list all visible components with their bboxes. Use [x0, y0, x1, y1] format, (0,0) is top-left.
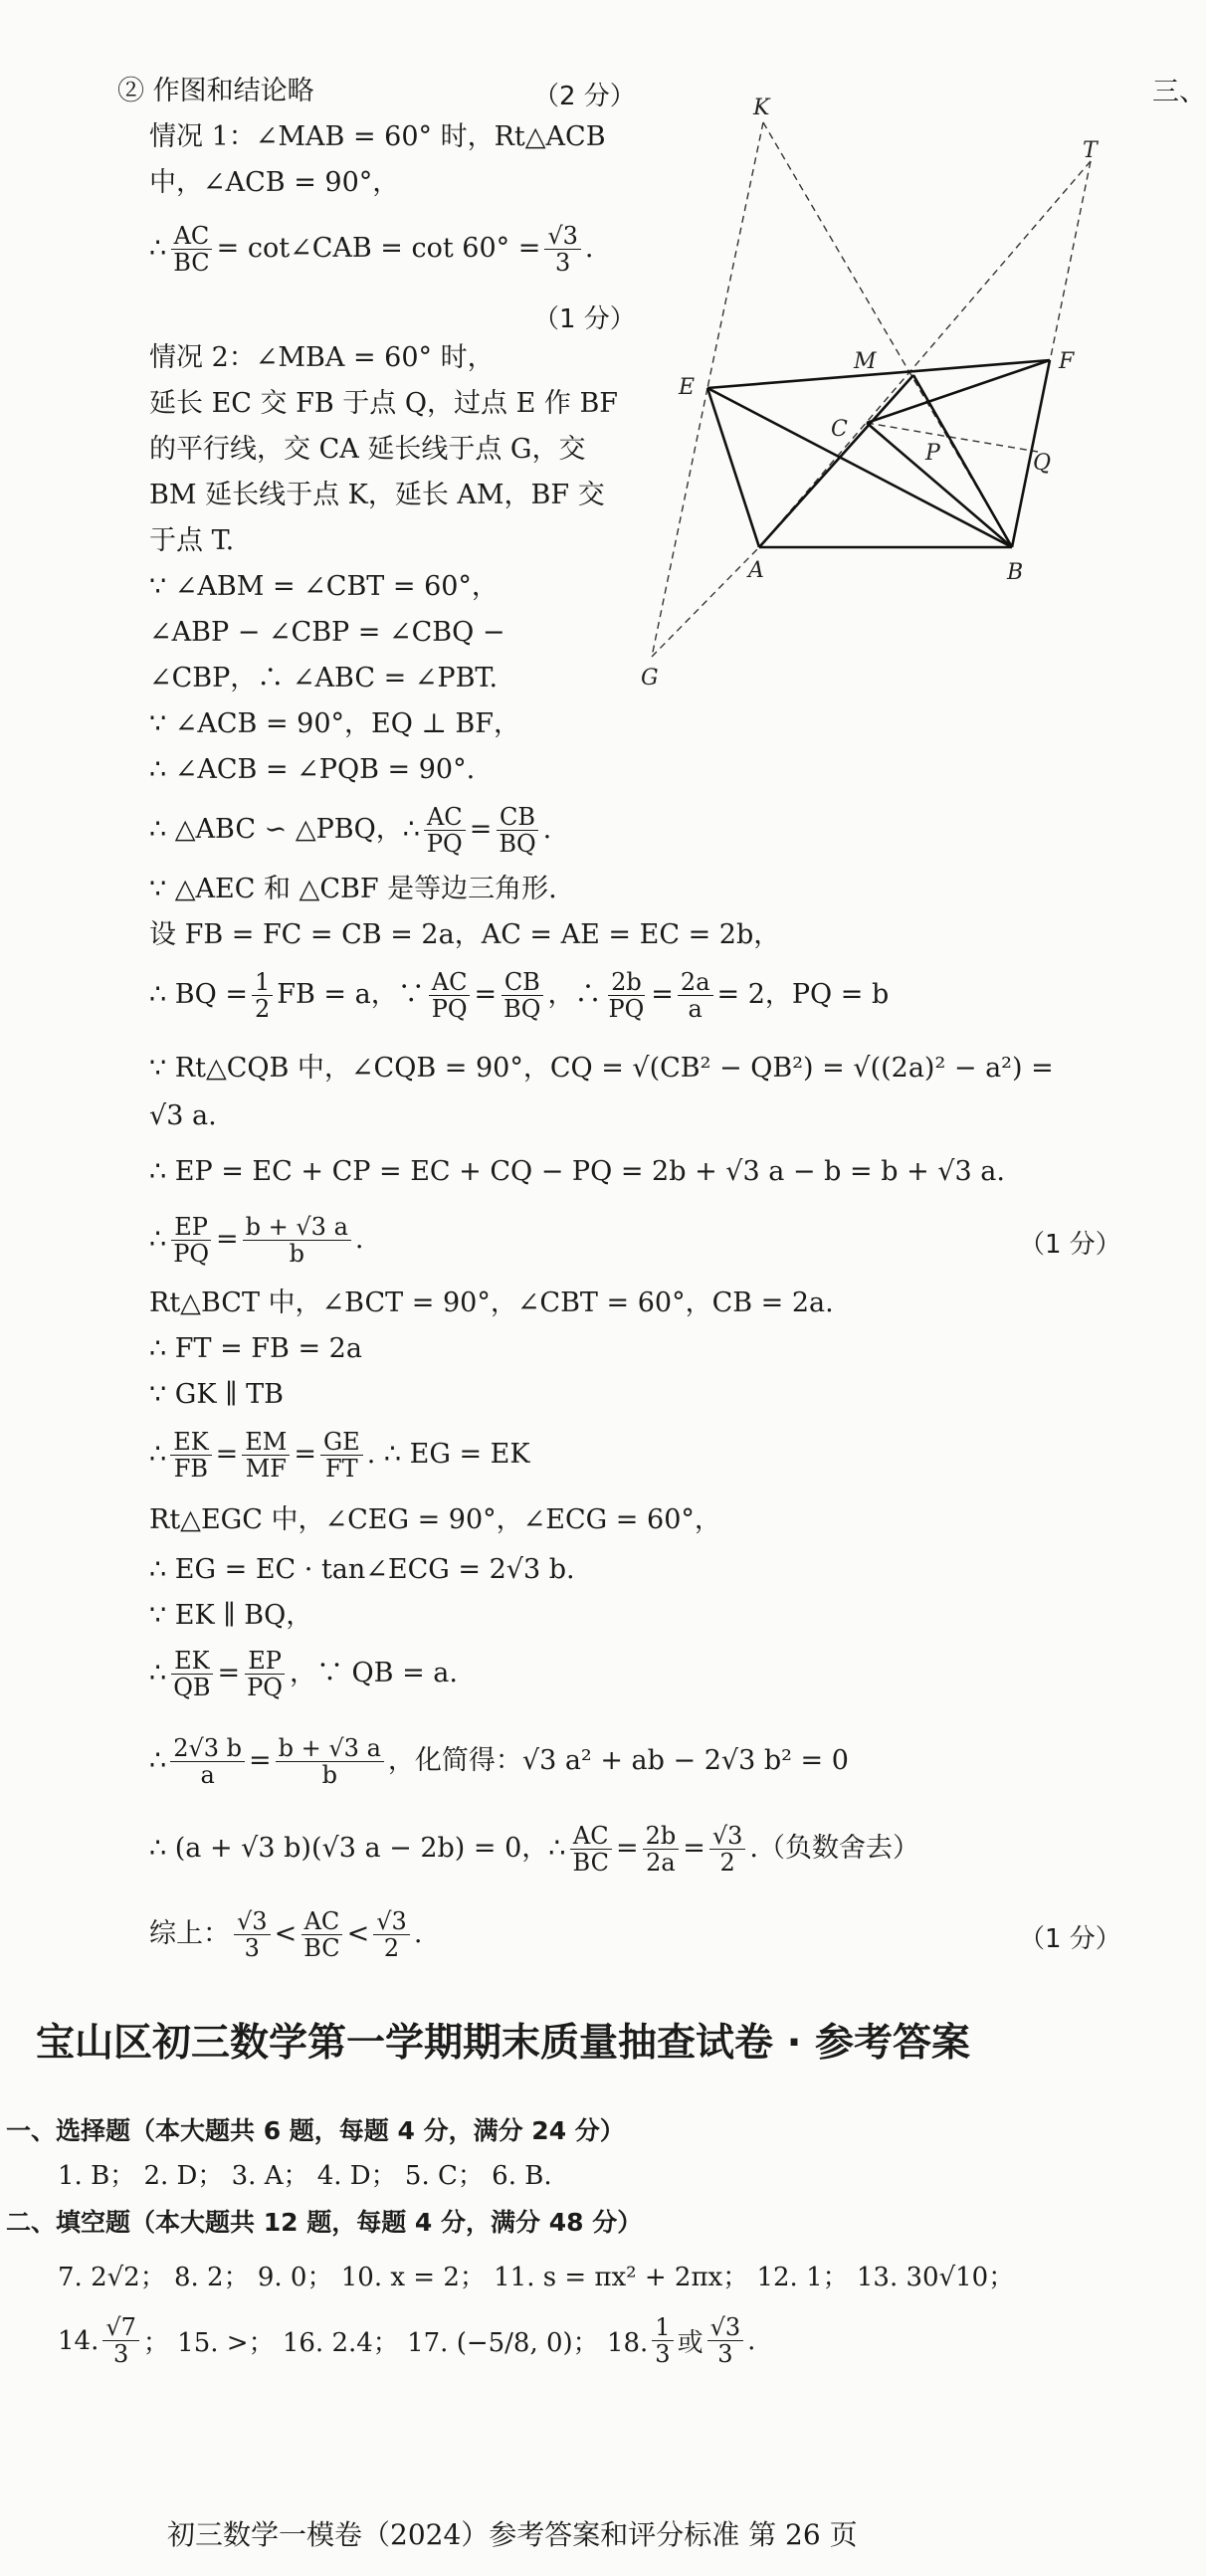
case1-line: 中，∠ACB = 90°， — [149, 167, 400, 198]
proof-line: ∵ ∠ACB = 90°，EQ ⊥ BF， — [149, 708, 521, 739]
section-heading-fill: 二、填空题（本大题共 12 题，每题 4 分，满分 48 分） — [6, 2208, 643, 2237]
proof-line: ∵ ∠ABM = ∠CBT = 60°， — [149, 571, 499, 602]
segment-am — [759, 375, 913, 547]
page-footer: 初三数学一模卷（2024）参考答案和评分标准 第 26 页 — [167, 2518, 858, 2551]
proof-line: ∴ EP = EC + CP = EC + CQ − PQ = 2b + √3 a − b = b + √3 a. — [149, 1156, 1005, 1187]
fill-answers-row1: 7. 2√2； 8. 2； 9. 0； 10. x = 2； 11. s = πx² + 2πx； 12. 1； 13. 30√10； — [58, 2263, 1015, 2292]
fill-answers-row2: 14. $\frac{√7}{3}$ ； 15. >； 16. 2.4； 17. (−5/8, 0)； 18. $\frac{1}{3}$ 或 $\frac{√3}{3}$ . — [58, 2313, 756, 2368]
proof-line: ∴ BQ = $\frac{1}{2}$ FB = a，∵ $\frac{AC}{PQ}$ = $\frac{CB}{BQ}$ ，∴ $\frac{2b}{PQ}$ = $\frac{2a}{a}$ = 2，PQ = b — [149, 967, 890, 1023]
score-label: （1 分） — [1019, 1230, 1121, 1260]
proof-line: ∠ABP − ∠CBP = ∠CBQ − — [149, 617, 505, 648]
score-label: （1 分） — [1019, 1924, 1121, 1954]
point-label-a: A — [748, 558, 764, 583]
dashed-line-cq — [867, 423, 1038, 452]
fraction: $\frac{AC}{BC}$ — [170, 223, 212, 276]
proof-line: ∴ (a + √3 b)(√3 a − 2b) = 0，∴ $\frac{AC}{BC}$ = $\frac{2b}{2a}$ = $\frac{√3}{2}$ .（负数舍去） — [149, 1821, 919, 1877]
fraction: $\frac{b + √3 a}{b}$ — [243, 1214, 351, 1267]
dashed-line-ke — [707, 122, 763, 388]
proof-line: ∠CBP，∴ ∠ABC = ∠PBT. — [149, 663, 499, 694]
point-label-p: P — [925, 441, 940, 466]
fraction: $\frac{1}{2}$ — [252, 969, 273, 1022]
proof-line: √3 a. — [149, 1100, 217, 1131]
dashed-line-eg — [652, 388, 707, 657]
proof-line: ∴ $\frac{EP}{PQ}$ = $\frac{b + √3 a}{b}$ . — [149, 1212, 364, 1268]
dashed-line-ga — [652, 547, 759, 657]
case1-result: ∴ $\frac{AC}{BC}$ = cot∠CAB = cot 60° = $\frac{√3}{3}$ . — [149, 221, 594, 277]
point-label-f: F — [1059, 349, 1075, 374]
choice-answers: 1. B； 2. D； 3. A； 4. D； 5. C； 6. B. — [58, 2161, 552, 2191]
fraction: $\frac{CB}{BQ}$ — [496, 804, 538, 857]
fraction: $\frac{AC}{BC}$ — [301, 1908, 342, 1961]
fraction: $\frac{GE}{FT}$ — [320, 1429, 363, 1482]
fraction: $\frac{CB}{BQ}$ — [501, 969, 543, 1022]
point-label-m: M — [854, 349, 877, 374]
fraction: $\frac{√7}{3}$ — [102, 2314, 139, 2367]
proof-line: ∴ FT = FB = 2a — [149, 1333, 362, 1364]
point-label-b: B — [1007, 560, 1024, 585]
answer-key-title: 宝山区初三数学第一学期期末质量抽查试卷 · 参考答案 — [36, 2021, 970, 2066]
proof-line: ∵ EK ∥ BQ， — [149, 1600, 313, 1631]
fraction: $\frac{2a}{a}$ — [678, 969, 713, 1022]
proof-line: ∵ GK ∥ TB — [149, 1379, 284, 1410]
score-label: （2 分） — [533, 82, 636, 111]
section-heading-choice: 一、选择题（本大题共 6 题，每题 4 分，满分 24 分） — [6, 2116, 625, 2145]
point-label-e: E — [679, 375, 696, 400]
fraction: $\frac{√3}{2}$ — [709, 1823, 746, 1876]
fraction: $\frac{√3}{3}$ — [544, 223, 581, 276]
case2-line: 的平行线，交 CA 延长线于点 G，交 — [149, 434, 586, 465]
fraction: $\frac{AC}{PQ}$ — [429, 969, 471, 1022]
geometry-figure — [637, 90, 1114, 706]
fraction: $\frac{AC}{BC}$ — [570, 1823, 612, 1876]
fraction: $\frac{√3}{2}$ — [373, 1908, 410, 1961]
fraction: $\frac{EP}{PQ}$ — [247, 1646, 283, 1701]
proof-line: ∴ ∠ACB = ∠PQB = 90°. — [149, 754, 476, 785]
fraction: $\frac{2b}{2a}$ — [643, 1823, 680, 1876]
segment-fc — [867, 360, 1050, 423]
section-head: ② 作图和结论略 — [117, 76, 314, 106]
score-label: （1 分） — [533, 304, 636, 334]
case2-line: 于点 T. — [149, 525, 235, 556]
fraction: $\frac{2√3 b}{a}$ — [170, 1735, 245, 1788]
proof-line: Rt△EGC 中，∠CEG = 90°，∠ECG = 60°， — [149, 1504, 721, 1535]
proof-line: ∴ △ABC ∽ △PBQ，∴ $\frac{AC}{PQ}$ = $\frac{CB}{BQ}$ . — [149, 802, 552, 858]
case2-line: 情况 2：∠MBA = 60° 时， — [149, 342, 495, 373]
proof-line: ∴ $\frac{2√3 b}{a}$ = $\frac{b + √3 a}{b}$ ，化简得：√3 a² + ab − 2√3 b² = 0 — [149, 1733, 849, 1789]
fraction: $\frac{EP}{PQ}$ — [173, 1212, 210, 1268]
fraction: $\frac{EK}{FB}$ — [170, 1429, 211, 1482]
conclusion-line: 综上： $\frac{√3}{3}$ < $\frac{AC}{BC}$ < $\frac{√3}{2}$ . — [149, 1906, 423, 1962]
point-label-k: K — [753, 96, 770, 120]
case2-line: BM 延长线于点 K，延长 AM，BF 交 — [149, 480, 605, 510]
proof-line: ∵ Rt△CQB 中，∠CQB = 90°，CQ = √(CB² − QB²) = √((2a)² − a²) = — [149, 1053, 1054, 1084]
fraction: $\frac{AC}{PQ}$ — [424, 804, 466, 857]
point-label-t: T — [1083, 138, 1098, 163]
case1-line: 情况 1：∠MAB = 60° 时，Rt△ACB — [149, 121, 606, 152]
proof-line: ∵ △AEC 和 △CBF 是等边三角形. — [149, 874, 557, 904]
fraction: $\frac{EM}{MF}$ — [242, 1429, 290, 1482]
proof-line: 设 FB = FC = CB = 2a，AC = AE = EC = 2b， — [149, 919, 781, 950]
fraction: $\frac{√3}{3}$ — [707, 2314, 744, 2367]
fraction: $\frac{2b}{PQ}$ — [608, 967, 645, 1023]
page-corner-heading: 三、 — [1152, 77, 1206, 107]
segment-ef — [707, 360, 1050, 388]
fraction: $\frac{√3}{3}$ — [234, 1908, 271, 1961]
point-label-q: Q — [1033, 451, 1052, 476]
fraction: $\frac{EK}{QB}$ — [170, 1648, 213, 1700]
proof-line: ∴ $\frac{EK}{FB}$ = $\frac{EM}{MF}$ = $\frac{GE}{FT}$ . ∴ EG = EK — [149, 1427, 530, 1483]
case2-line: 延长 EC 交 FB 于点 Q，过点 E 作 BF — [149, 388, 619, 419]
proof-line: ∴ EG = EC · tan∠ECG = 2√3 b. — [149, 1554, 575, 1585]
point-label-c: C — [831, 417, 848, 442]
point-label-g: G — [641, 666, 659, 691]
proof-line: Rt△BCT 中，∠BCT = 90°，∠CBT = 60°，CB = 2a. — [149, 1288, 834, 1318]
dashed-line-ta — [759, 161, 1091, 547]
proof-line: ∴ $\frac{EK}{QB}$ = $\frac{EP}{PQ}$ ，∵ QB = a. — [149, 1646, 458, 1701]
fraction: $\frac{b + √3 a}{b}$ — [276, 1735, 384, 1788]
fraction: $\frac{1}{3}$ — [652, 2314, 673, 2367]
